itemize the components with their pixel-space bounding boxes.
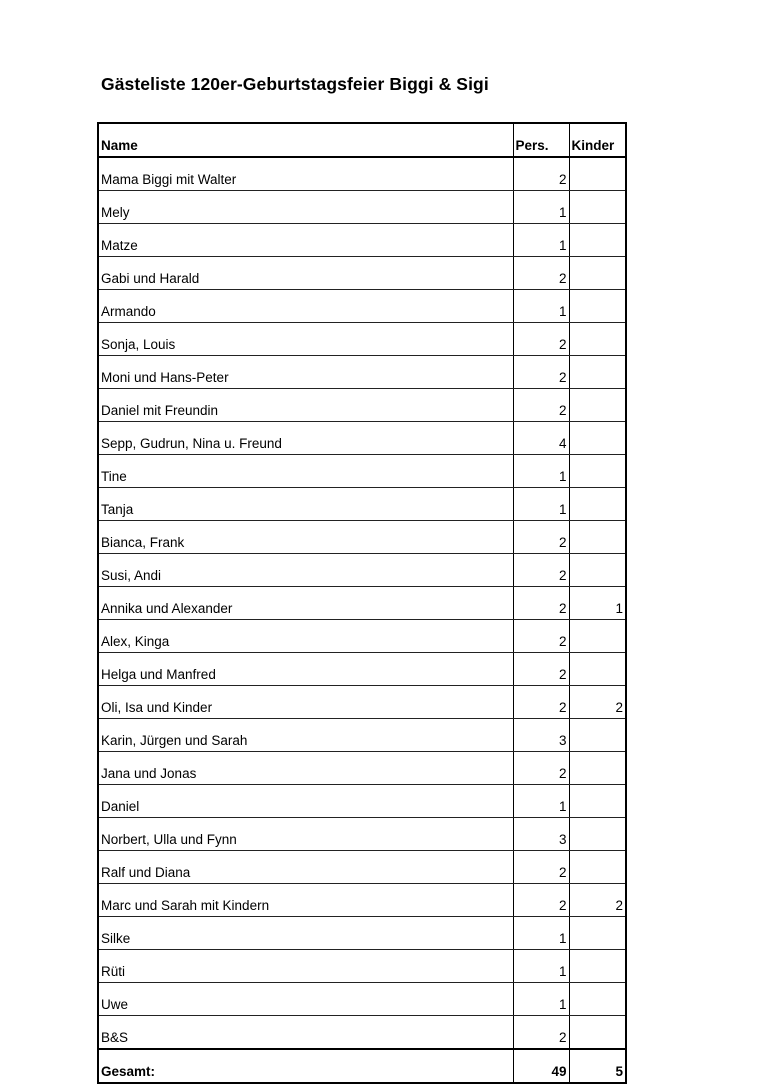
children-count-cell: 1 <box>569 587 626 620</box>
table-row <box>98 455 626 488</box>
persons-count-cell: 2 <box>513 257 569 290</box>
guest-name-cell: Bianca, Frank <box>98 521 513 554</box>
persons-count-cell: 1 <box>513 290 569 323</box>
table-row <box>98 818 626 851</box>
children-count-cell <box>569 983 626 1016</box>
children-count-cell <box>569 224 626 257</box>
table-row <box>98 356 626 389</box>
guest-name-cell: Mama Biggi mit Walter <box>98 157 513 191</box>
persons-count-cell: 1 <box>513 950 569 983</box>
children-count-cell <box>569 818 626 851</box>
persons-count-cell: 4 <box>513 422 569 455</box>
persons-count-cell: 2 <box>513 884 569 917</box>
header-row <box>98 123 626 157</box>
guest-name-cell: Norbert, Ulla und Fynn <box>98 818 513 851</box>
persons-count-cell: 2 <box>513 554 569 587</box>
table-row <box>98 851 626 884</box>
guest-rows <box>98 157 626 1049</box>
table-row <box>98 157 626 191</box>
persons-count-cell: 1 <box>513 488 569 521</box>
guest-name-cell: Susi, Andi <box>98 554 513 587</box>
guest-name-cell: Armando <box>98 290 513 323</box>
table-row <box>98 587 626 620</box>
guest-name-cell: Daniel <box>98 785 513 818</box>
persons-count-cell: 2 <box>513 521 569 554</box>
guest-name-cell: Marc und Sarah mit Kindern <box>98 884 513 917</box>
guest-name-cell: Oli, Isa und Kinder <box>98 686 513 719</box>
persons-count-cell: 2 <box>513 323 569 356</box>
guest-name-cell: Uwe <box>98 983 513 1016</box>
guest-name-cell: Moni und Hans-Peter <box>98 356 513 389</box>
children-count-cell <box>569 422 626 455</box>
persons-count-cell: 1 <box>513 917 569 950</box>
table-row <box>98 752 626 785</box>
children-count-cell <box>569 917 626 950</box>
children-count-cell <box>569 455 626 488</box>
children-count-cell <box>569 554 626 587</box>
children-count-cell <box>569 191 626 224</box>
children-count-cell <box>569 521 626 554</box>
total-label: Gesamt: <box>98 1049 513 1083</box>
children-count-cell: 2 <box>569 884 626 917</box>
table-row <box>98 521 626 554</box>
children-count-cell <box>569 157 626 191</box>
guest-name-cell: Alex, Kinga <box>98 620 513 653</box>
persons-count-cell: 1 <box>513 224 569 257</box>
total-row <box>98 1049 626 1083</box>
guest-name-cell: Gabi und Harald <box>98 257 513 290</box>
children-count-cell <box>569 389 626 422</box>
guest-name-cell: Sonja, Louis <box>98 323 513 356</box>
persons-count-cell: 1 <box>513 983 569 1016</box>
persons-count-cell: 2 <box>513 752 569 785</box>
children-count-cell <box>569 752 626 785</box>
table-row <box>98 719 626 752</box>
table-row <box>98 224 626 257</box>
persons-count-cell: 2 <box>513 620 569 653</box>
guest-name-cell: Sepp, Gudrun, Nina u. Freund <box>98 422 513 455</box>
persons-count-cell: 3 <box>513 818 569 851</box>
column-header-children: Kinder <box>569 123 626 157</box>
table-row <box>98 389 626 422</box>
total-children: 5 <box>569 1049 626 1083</box>
children-count-cell <box>569 488 626 521</box>
table-row <box>98 884 626 917</box>
persons-count-cell: 2 <box>513 356 569 389</box>
table-row <box>98 950 626 983</box>
children-count-cell <box>569 719 626 752</box>
persons-count-cell: 1 <box>513 191 569 224</box>
children-count-cell <box>569 620 626 653</box>
table-row <box>98 620 626 653</box>
guest-name-cell: Silke <box>98 917 513 950</box>
children-count-cell <box>569 950 626 983</box>
children-count-cell <box>569 323 626 356</box>
table-row <box>98 983 626 1016</box>
guest-name-cell: Jana und Jonas <box>98 752 513 785</box>
column-header-name: Name <box>98 123 513 157</box>
table-row <box>98 257 626 290</box>
guest-name-cell: Karin, Jürgen und Sarah <box>98 719 513 752</box>
table-row <box>98 191 626 224</box>
guest-name-cell: Tanja <box>98 488 513 521</box>
guest-name-cell: Ralf und Diana <box>98 851 513 884</box>
table-row <box>98 785 626 818</box>
document-title: Gästeliste 120er-Geburtstagsfeier Biggi & Sigi <box>101 74 489 94</box>
persons-count-cell: 2 <box>513 389 569 422</box>
table-row <box>98 686 626 719</box>
children-count-cell <box>569 785 626 818</box>
table-row <box>98 488 626 521</box>
column-header-persons: Pers. <box>513 123 569 157</box>
total-persons: 49 <box>513 1049 569 1083</box>
persons-count-cell: 1 <box>513 455 569 488</box>
guest-name-cell: Rüti <box>98 950 513 983</box>
table-row <box>98 290 626 323</box>
guest-name-cell: Mely <box>98 191 513 224</box>
guest-name-cell: Helga und Manfred <box>98 653 513 686</box>
guest-list-table <box>97 122 627 1084</box>
table-row <box>98 422 626 455</box>
persons-count-cell: 1 <box>513 785 569 818</box>
persons-count-cell: 2 <box>513 587 569 620</box>
table-row <box>98 323 626 356</box>
persons-count-cell: 2 <box>513 157 569 191</box>
persons-count-cell: 2 <box>513 851 569 884</box>
children-count-cell <box>569 653 626 686</box>
guest-name-cell: Matze <box>98 224 513 257</box>
children-count-cell <box>569 257 626 290</box>
table-row <box>98 1016 626 1050</box>
persons-count-cell: 2 <box>513 686 569 719</box>
children-count-cell <box>569 356 626 389</box>
persons-count-cell: 2 <box>513 653 569 686</box>
table-row <box>98 917 626 950</box>
persons-count-cell: 3 <box>513 719 569 752</box>
children-count-cell: 2 <box>569 686 626 719</box>
table-row <box>98 554 626 587</box>
children-count-cell <box>569 1016 626 1050</box>
guest-name-cell: Tine <box>98 455 513 488</box>
persons-count-cell: 2 <box>513 1016 569 1050</box>
guest-name-cell: B&S <box>98 1016 513 1050</box>
children-count-cell <box>569 851 626 884</box>
table-row <box>98 653 626 686</box>
children-count-cell <box>569 290 626 323</box>
guest-name-cell: Daniel mit Freundin <box>98 389 513 422</box>
guest-name-cell: Annika und Alexander <box>98 587 513 620</box>
